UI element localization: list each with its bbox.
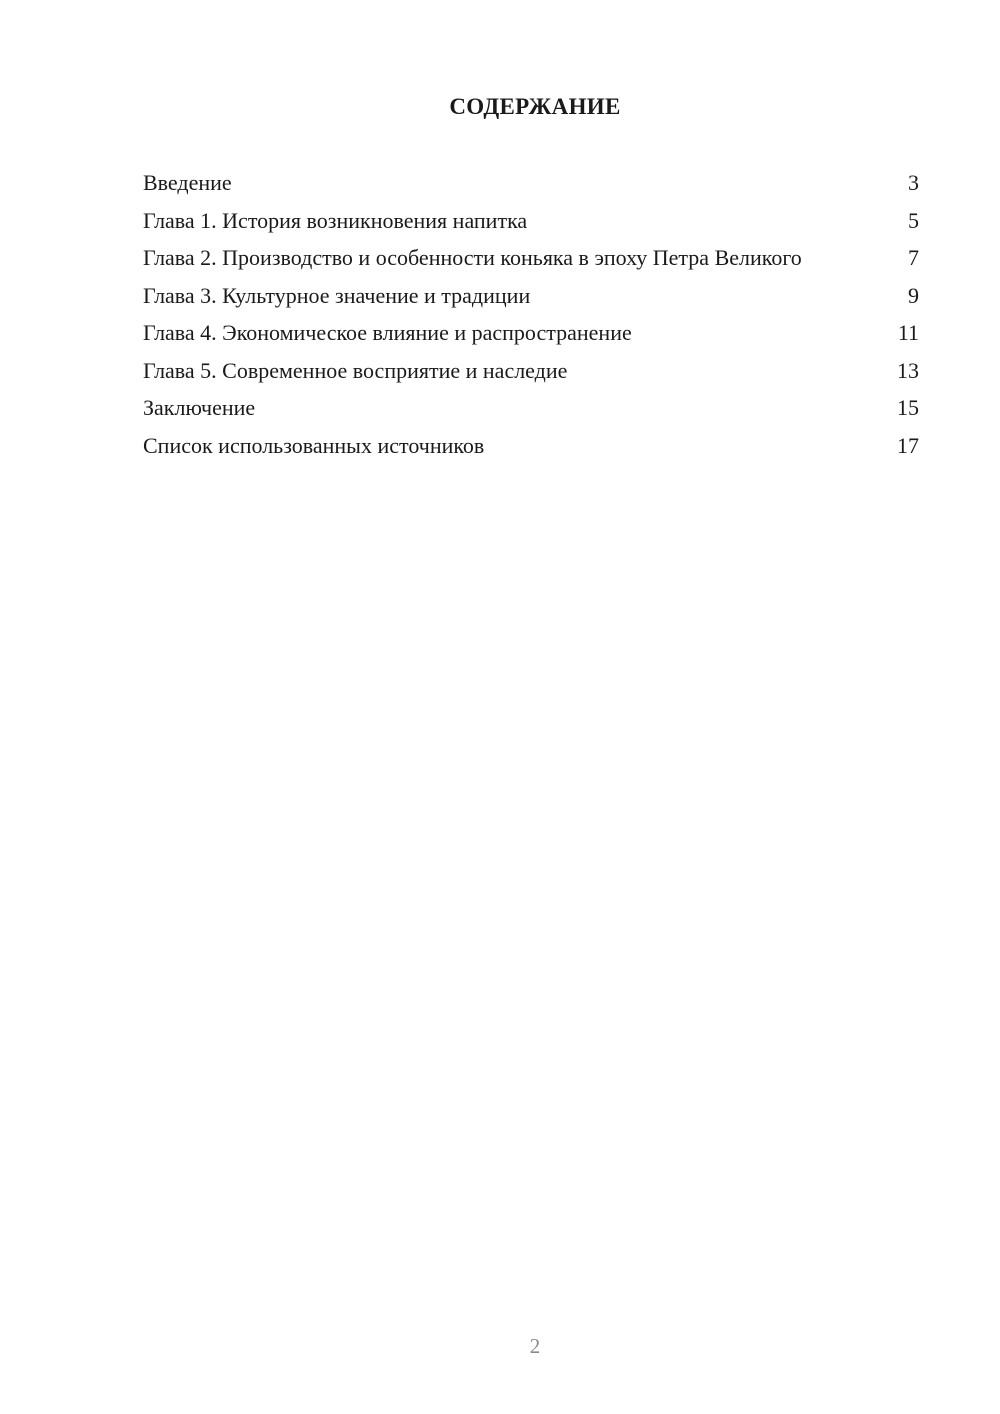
page-title: СОДЕРЖАНИЕ	[449, 94, 621, 119]
page-number: 2	[529, 1334, 541, 1358]
toc-entry[interactable]	[143, 170, 919, 196]
toc-entry-label: Введение	[143, 170, 232, 195]
toc-entry[interactable]	[143, 245, 919, 271]
toc-entry[interactable]	[143, 320, 919, 346]
toc-entry-label: Глава 5. Современное восприятие и наследие	[143, 357, 568, 383]
toc-entry-page: 3	[908, 170, 919, 195]
toc-entry-page: 9	[908, 282, 919, 308]
toc-entry-page: 5	[908, 207, 919, 233]
toc-entry-page: 7	[908, 245, 919, 270]
toc-entry[interactable]	[143, 283, 919, 309]
toc-entry[interactable]	[143, 208, 919, 234]
toc-entry-page: 11	[897, 320, 919, 345]
toc-entry-label: Заключение	[143, 395, 256, 420]
toc-entry[interactable]	[143, 395, 919, 421]
toc-entry-page: 17	[897, 432, 919, 458]
toc-entry-label: Список использованных источников	[143, 432, 485, 458]
toc-entry-page: 15	[897, 395, 919, 420]
toc-entry-label: Глава 2. Производство и особенности коньяка в эпоху Петра Великого	[143, 245, 802, 270]
table-of-contents	[143, 170, 919, 470]
toc-entry-page: 13	[897, 357, 919, 383]
toc-entry[interactable]	[143, 358, 919, 384]
toc-entry-label: Глава 1. История возникновения напитка	[143, 207, 528, 233]
toc-entry-label: Глава 3. Культурное значение и традиции	[143, 282, 531, 308]
toc-entry-label: Глава 4. Экономическое влияние и распространение	[143, 320, 632, 345]
toc-entry[interactable]	[143, 433, 919, 459]
